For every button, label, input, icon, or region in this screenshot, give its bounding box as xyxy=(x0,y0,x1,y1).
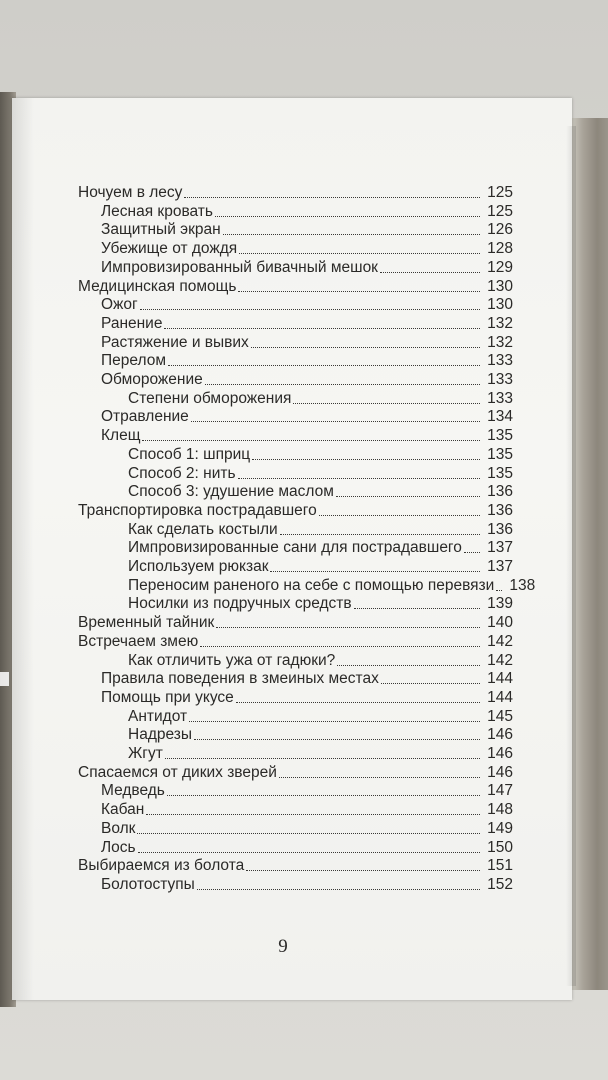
toc-entry-page: 125 xyxy=(487,203,513,220)
toc-entry xyxy=(101,351,513,371)
toc-entry-page: 138 xyxy=(509,577,536,594)
toc-entry-title: Убежище от дождя xyxy=(101,240,238,257)
toc-entry-page: 142 xyxy=(487,633,513,650)
toc-entry-title: Волк xyxy=(101,820,136,837)
toc-entry-page: 136 xyxy=(487,502,513,519)
toc-entry-page: 136 xyxy=(487,483,513,500)
toc-dot-leader xyxy=(184,197,480,198)
toc-dot-leader xyxy=(146,814,480,815)
toc-entry-title: Выбираемся из болота xyxy=(78,857,245,874)
toc-dot-leader xyxy=(138,852,480,853)
toc-entry-page: 137 xyxy=(487,558,513,575)
toc-dot-leader xyxy=(239,253,480,254)
toc-entry-title: Перелом xyxy=(101,352,166,369)
toc-entry-title: Медведь xyxy=(101,782,165,799)
toc-entry xyxy=(78,613,513,633)
toc-entry-title: Болотоступы xyxy=(101,876,195,893)
toc-entry-title: Правила поведения в змеиных местах xyxy=(101,670,379,687)
toc-entry-page: 144 xyxy=(487,670,513,687)
toc-entry-page: 133 xyxy=(487,371,513,388)
toc-entry-page: 135 xyxy=(487,465,513,482)
toc-entry-title: Импровизированный бивачный мешок xyxy=(101,259,378,276)
toc-dot-leader xyxy=(279,777,480,778)
toc-entry-page: 142 xyxy=(487,652,513,669)
toc-dot-leader xyxy=(280,534,480,535)
toc-entry-page: 148 xyxy=(487,801,513,818)
toc-entry-page: 130 xyxy=(487,278,513,295)
toc-entry-title: Способ 2: нить xyxy=(128,465,236,482)
page-number: 9 xyxy=(278,936,288,957)
toc-dot-leader xyxy=(200,646,480,647)
toc-entry-title: Ранение xyxy=(101,315,163,332)
toc-dot-leader xyxy=(238,291,480,292)
toc-entry xyxy=(128,482,513,502)
toc-entry-title: Транспортировка пострадавшего xyxy=(78,502,317,519)
toc-dot-leader xyxy=(168,365,480,366)
toc-entry-page: 133 xyxy=(487,390,513,407)
toc-dot-leader xyxy=(205,384,480,385)
toc-entry xyxy=(101,295,513,315)
toc-entry xyxy=(101,370,513,390)
toc-dot-leader xyxy=(246,870,480,871)
toc-entry-page: 140 xyxy=(487,614,513,631)
toc-dot-leader xyxy=(336,496,480,497)
toc-dot-leader xyxy=(238,478,480,479)
toc-entry-title: Надрезы xyxy=(128,726,193,743)
toc-entry xyxy=(101,819,513,839)
toc-dot-leader xyxy=(142,440,480,441)
toc-entry xyxy=(101,258,513,278)
toc-dot-leader xyxy=(164,328,480,329)
toc-entry xyxy=(128,651,513,671)
toc-entry-page: 150 xyxy=(487,839,513,856)
toc-entry xyxy=(128,707,513,727)
toc-entry xyxy=(78,183,513,203)
toc-entry xyxy=(101,220,513,240)
toc-entry xyxy=(101,781,513,801)
toc-dot-leader xyxy=(216,627,480,628)
toc-entry-title: Способ 3: удушение маслом xyxy=(128,483,334,500)
toc-entry-title: Медицинская помощь xyxy=(78,278,237,295)
toc-entry-title: Носилки из подручных средств xyxy=(128,595,352,612)
toc-dot-leader xyxy=(380,272,480,273)
toc-entry-page: 128 xyxy=(487,240,513,257)
toc-entry xyxy=(128,744,513,764)
toc-entry xyxy=(128,725,513,745)
toc-entry xyxy=(101,407,513,427)
toc-entry-title: Отравление xyxy=(101,408,189,425)
toc-entry-page: 136 xyxy=(487,521,513,538)
toc-entry-title: Помощь при укусе xyxy=(101,689,234,706)
toc-entry-page: 134 xyxy=(487,408,513,425)
toc-entry xyxy=(128,594,513,614)
toc-entry-title: Лось xyxy=(101,839,136,856)
toc-entry-page: 133 xyxy=(487,352,513,369)
toc-dot-leader xyxy=(236,702,480,703)
toc-dot-leader xyxy=(319,515,480,516)
toc-entry xyxy=(128,520,513,540)
toc-entry-page: 146 xyxy=(487,764,513,781)
toc-entry-page: 147 xyxy=(487,782,513,799)
toc-entry-title: Как отличить ужа от гадюки? xyxy=(128,652,336,669)
toc-entry-page: 130 xyxy=(487,296,513,313)
toc-dot-leader xyxy=(337,665,480,666)
toc-entry-page: 132 xyxy=(487,334,513,351)
toc-entry-page: 152 xyxy=(487,876,513,893)
toc-entry xyxy=(101,333,513,353)
toc-entry xyxy=(78,501,513,521)
toc-entry-title: Встречаем змею xyxy=(78,633,199,650)
toc-entry-page: 149 xyxy=(487,820,513,837)
toc-dot-leader xyxy=(189,721,480,722)
toc-dot-leader xyxy=(167,795,480,796)
toc-entry-title: Как сделать костыли xyxy=(128,521,278,538)
toc-dot-leader xyxy=(223,234,480,235)
toc-entry-page: 132 xyxy=(487,315,513,332)
toc-dot-leader xyxy=(165,758,480,759)
toc-entry-page: 135 xyxy=(487,446,513,463)
toc-entry-title: Способ 1: шприц xyxy=(128,446,251,463)
toc-entry xyxy=(101,426,513,446)
toc-dot-leader xyxy=(293,403,480,404)
toc-entry-page: 129 xyxy=(487,259,513,276)
toc-entry xyxy=(128,557,513,577)
toc-entry xyxy=(78,763,513,783)
toc-entry-title: Защитный экран xyxy=(101,221,221,238)
toc-entry xyxy=(128,464,513,484)
toc-entry xyxy=(128,576,536,596)
toc-entry-title: Растяжение и вывих xyxy=(101,334,249,351)
toc-dot-leader xyxy=(270,571,480,572)
toc-entry xyxy=(101,688,513,708)
toc-dot-leader xyxy=(194,739,480,740)
toc-entry xyxy=(128,389,513,409)
toc-dot-leader xyxy=(137,833,480,834)
toc-dot-leader xyxy=(191,421,480,422)
toc-entry-page: 145 xyxy=(487,708,513,725)
toc-entry xyxy=(101,239,513,259)
toc-dot-leader xyxy=(354,608,480,609)
toc-entry xyxy=(101,875,513,895)
toc-dot-leader xyxy=(197,889,480,890)
toc-entry-page: 139 xyxy=(487,595,513,612)
toc-entry xyxy=(101,202,513,222)
toc-entry-title: Временный тайник xyxy=(78,614,215,631)
toc-entry-title: Клещ xyxy=(101,427,141,444)
toc-entry-title: Обморожение xyxy=(101,371,203,388)
toc-dot-leader xyxy=(215,216,480,217)
toc-entry xyxy=(78,856,513,876)
toc-entry-page: 146 xyxy=(487,726,513,743)
toc-entry-title: Ночуем в лесу xyxy=(78,184,183,201)
toc-entry xyxy=(101,838,513,858)
toc-entry-title: Используем рюкзак xyxy=(128,558,269,575)
toc-entry xyxy=(78,632,513,652)
toc-entry-page: 144 xyxy=(487,689,513,706)
toc-dot-leader xyxy=(381,683,480,684)
toc-dot-leader xyxy=(464,552,480,553)
toc-entry-page: 125 xyxy=(487,184,513,201)
toc-entry-page: 126 xyxy=(487,221,513,238)
toc-entry-title: Антидот xyxy=(128,708,188,725)
toc-entry-title: Жгут xyxy=(128,745,163,762)
toc-entry-title: Ожог xyxy=(101,296,138,313)
toc-entry xyxy=(101,314,513,334)
toc-entry xyxy=(101,669,513,689)
toc-entry-page: 135 xyxy=(487,427,513,444)
toc-dot-leader xyxy=(140,309,480,310)
toc-entry-title: Переносим раненого на себе с помощью перевязи xyxy=(128,577,495,594)
toc-entry-title: Лесная кровать xyxy=(101,203,213,220)
toc-entry xyxy=(101,800,513,820)
toc-entry-title: Кабан xyxy=(101,801,145,818)
toc-entry-title: Степени обморожения xyxy=(128,390,292,407)
toc-entry xyxy=(128,445,513,465)
toc-entry-page: 146 xyxy=(487,745,513,762)
toc-dot-leader xyxy=(252,459,480,460)
toc-dot-leader xyxy=(251,347,480,348)
toc-dot-leader xyxy=(496,590,502,591)
toc-entry-title: Спасаемся от диких зверей xyxy=(78,764,277,781)
toc-entry-page: 151 xyxy=(487,857,513,874)
toc-entry xyxy=(78,277,513,297)
toc-entry-page: 137 xyxy=(487,539,513,556)
toc-entry-title: Импровизированные сани для пострадавшего xyxy=(128,539,462,556)
toc-entry xyxy=(128,538,513,558)
